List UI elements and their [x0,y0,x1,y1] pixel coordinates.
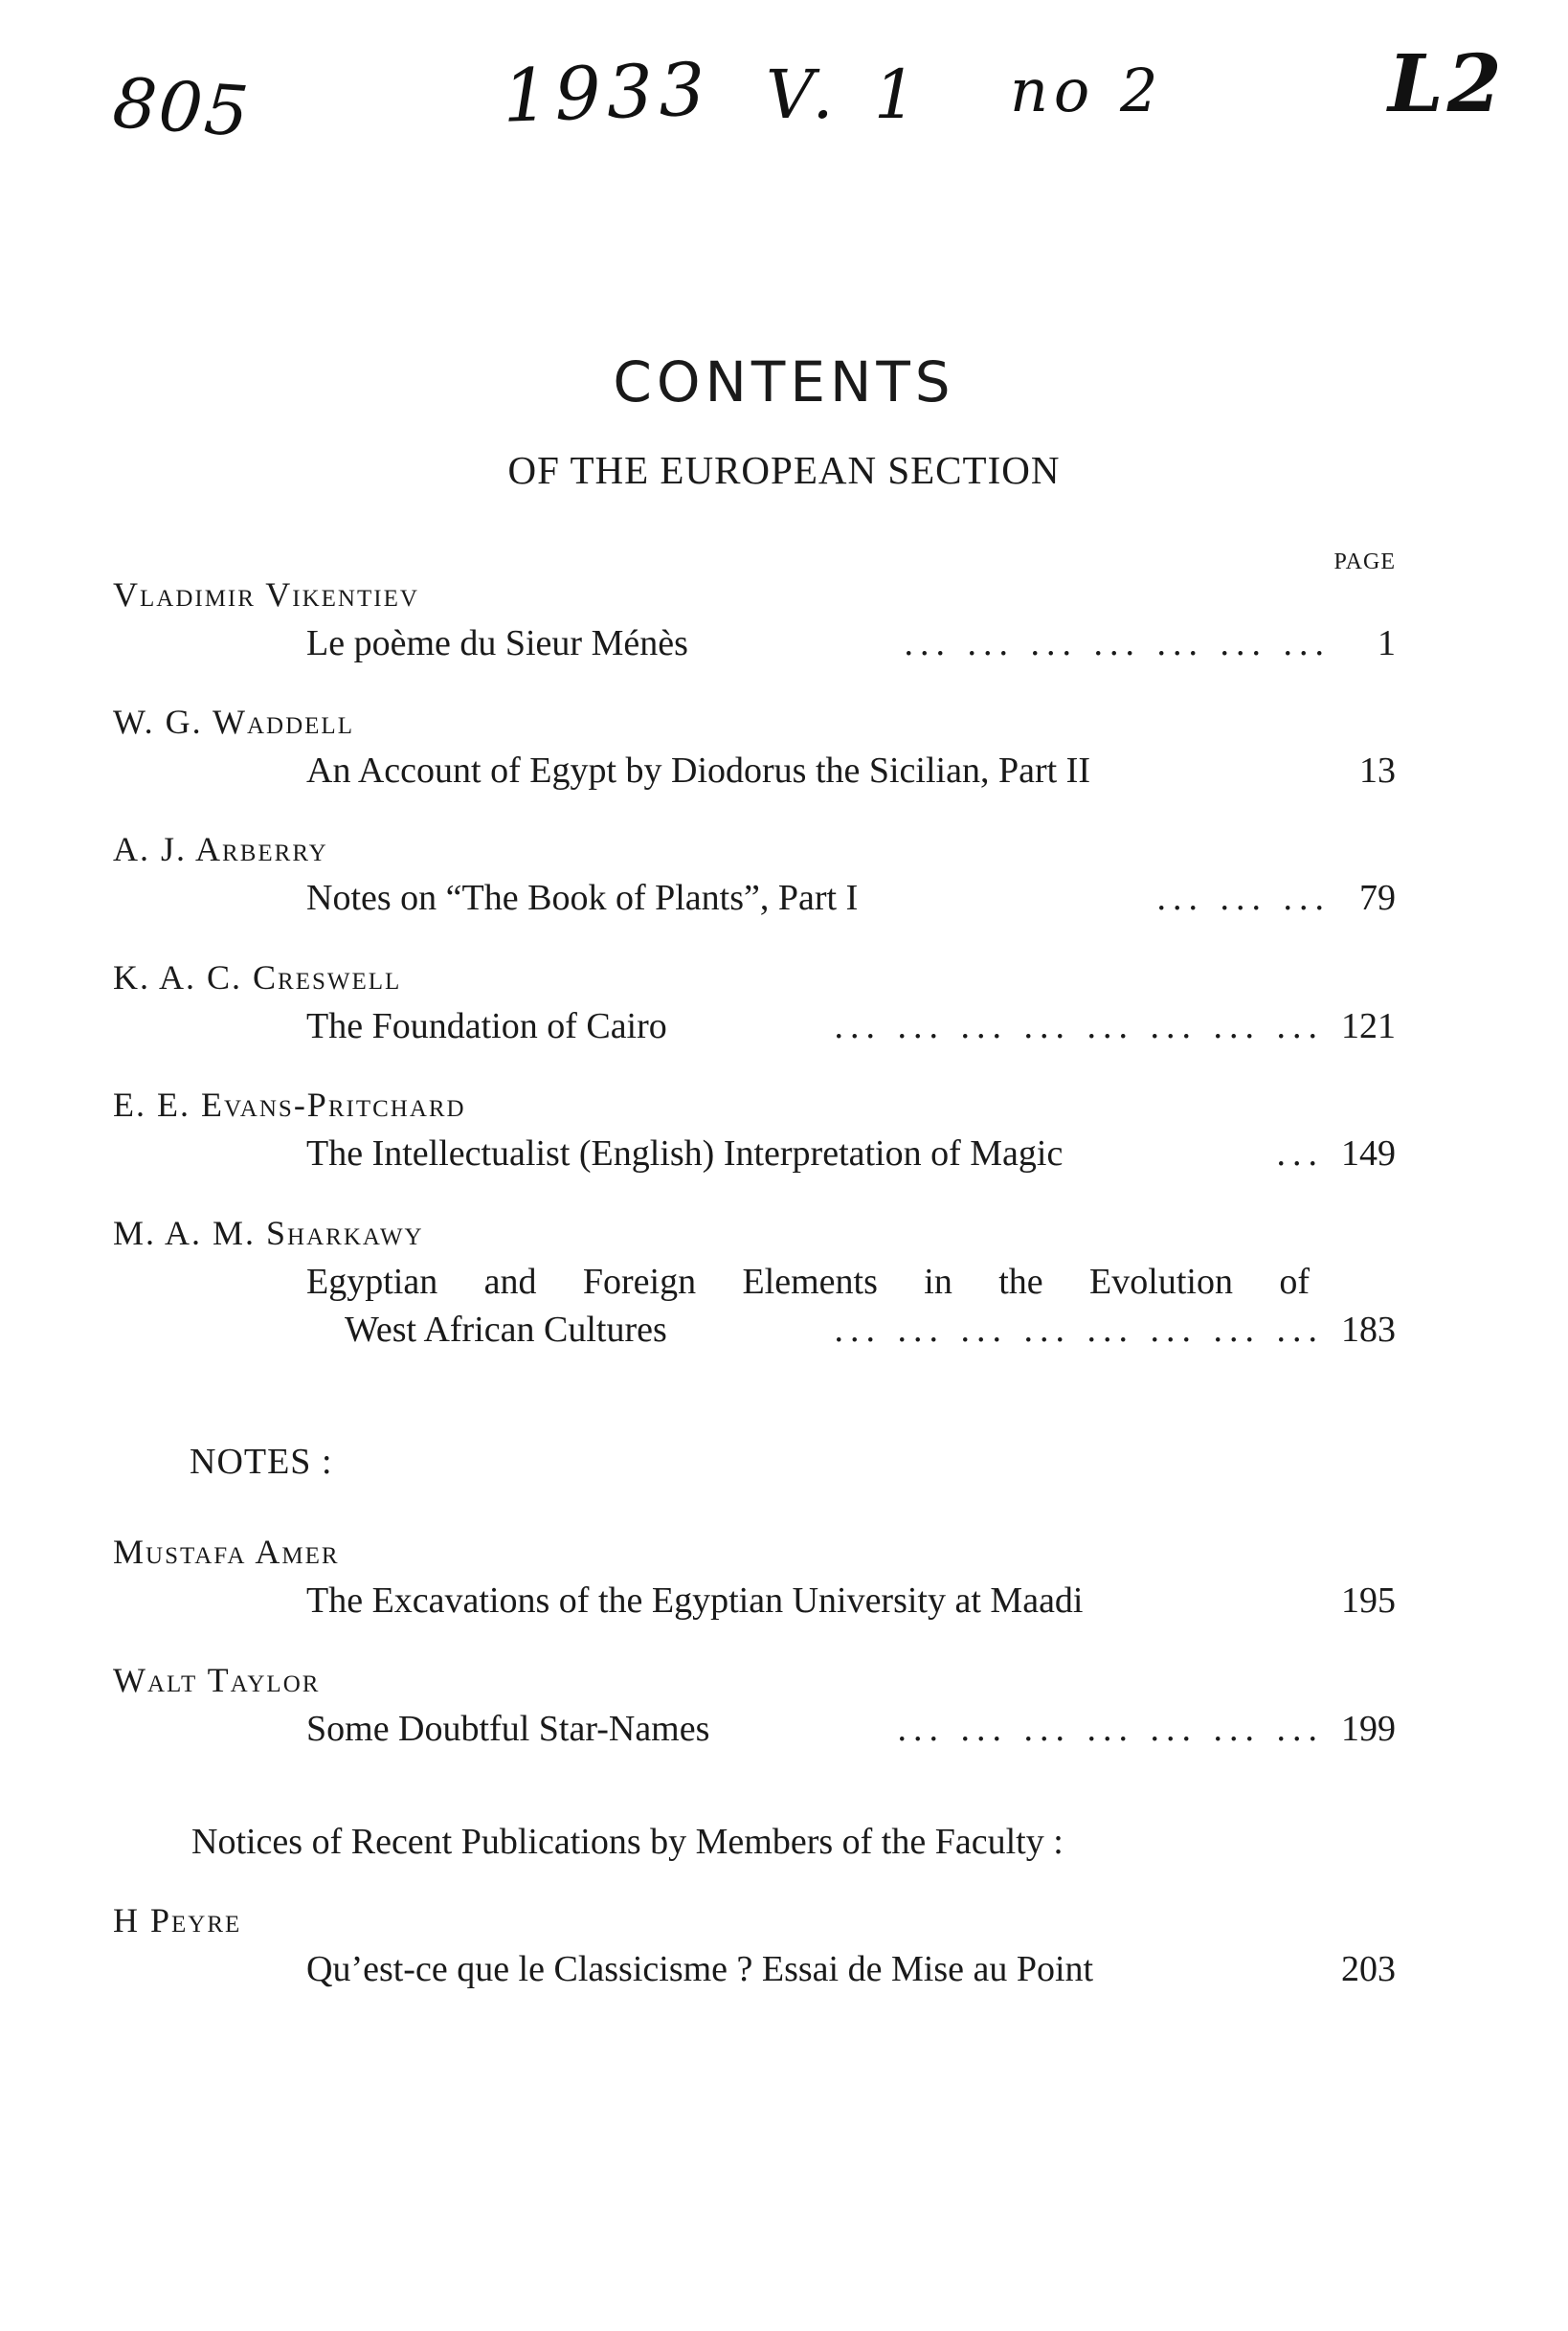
entry-page: 79 [1359,878,1396,918]
toc-entry-line1[interactable] [306,1261,1310,1303]
page-title: CONTENTS [613,349,955,415]
entry-title: The Intellectualist (English) Interpretation of Magic [306,1133,1064,1174]
entry-author: M. A. M. Sharkawy [113,1214,424,1252]
page-subtitle: OF THE EUROPEAN SECTION [507,448,1061,492]
entry-author: H Peyre [113,1901,242,1939]
entry-title-line1: Egyptian and Foreign Elements in the Evolution of [306,1262,1310,1302]
entry-title: Notes on “The Book of Plants”, Part I [306,878,859,918]
entry-title: Some Doubtful Star-Names [306,1709,710,1749]
leader-dots: ... ... ... [1156,878,1331,918]
notes-heading: NOTES : [190,1442,333,1482]
handwritten-shelf-mark: L2 [1388,38,1506,130]
leader-dots: ... ... ... ... ... ... ... ... [834,1006,1324,1046]
entry-title-line2: West African Cultures [345,1310,667,1350]
entry-title: An Account of Egypt by Diodorus the Sicilian, Part II [306,751,1090,791]
entry-author: A. J. Arberry [113,830,328,868]
leader-dots: ... ... ... ... ... ... ... [897,1709,1324,1749]
notices-heading: Notices of Recent Publications by Members of the Faculty : [191,1822,1064,1862]
entry-author: Walt Taylor [113,1661,321,1699]
entry-page: 203 [1341,1949,1396,1989]
entry-page: 13 [1359,751,1396,791]
handwritten-year: 1933 [501,46,712,139]
entry-title: The Foundation of Cairo [306,1006,667,1046]
toc-entry[interactable] [306,877,1396,919]
handwritten-call-number: 805 [110,62,254,152]
entry-author: E. E. Evans-Pritchard [113,1086,466,1124]
entry-author: K. A. C. Creswell [113,958,402,997]
toc-entry[interactable] [306,1132,1396,1175]
entry-page: 195 [1341,1580,1396,1621]
entry-author: W. G. Waddell [113,703,354,741]
entry-page: 1 [1378,623,1396,663]
leader-dots: ... ... ... ... ... ... ... ... [834,1310,1324,1350]
entry-author: Vladimir Vikentiev [113,575,419,614]
toc-entry[interactable] [306,750,1396,792]
entry-title: Le poème du Sieur Ménès [306,623,688,663]
toc-entry[interactable] [306,1005,1396,1047]
leader-dots: ... ... ... ... ... ... ... [904,623,1331,663]
page-column-label: PAGE [1333,549,1396,574]
entry-page: 199 [1341,1709,1396,1749]
entry-author: Mustafa Amer [113,1533,340,1571]
entry-page: 149 [1341,1133,1396,1174]
entry-page: 183 [1341,1310,1396,1350]
toc-entry[interactable] [306,622,1396,664]
toc-entry[interactable] [306,1580,1396,1622]
entry-page: 121 [1341,1006,1396,1046]
toc-entry-line2[interactable] [345,1309,1396,1351]
handwritten-volume: V. 1 [766,56,927,134]
handwritten-number: no 2 [1010,56,1164,125]
toc-entry[interactable] [306,1948,1396,1990]
leader-dots: ... [1276,1133,1324,1174]
entry-title: Qu’est-ce que le Classicisme ? Essai de Mise au Point [306,1949,1094,1989]
toc-entry[interactable] [306,1708,1396,1750]
entry-title: The Excavations of the Egyptian University at Maadi [306,1580,1084,1621]
